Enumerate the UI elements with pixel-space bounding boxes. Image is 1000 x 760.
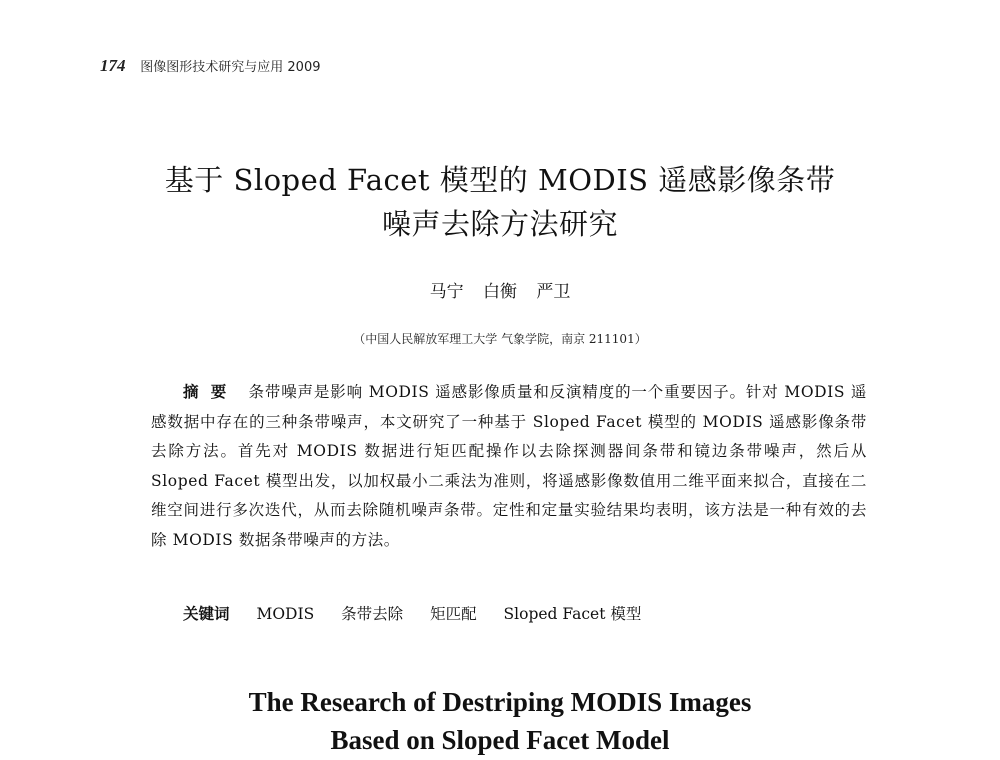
chinese-title-line-1: 基于 Sloped Facet 模型的 MODIS 遥感影像条带 <box>164 163 836 197</box>
page-number: 174 <box>100 56 126 75</box>
journal-name: 图像图形技术研究与应用 2009 <box>140 60 321 75</box>
keyword: 条带去除 <box>341 605 404 623</box>
english-title <box>0 683 1000 759</box>
english-title-line-1: The Research of Destriping MODIS Images <box>248 687 752 717</box>
keyword: 矩匹配 <box>430 605 477 623</box>
english-title-line-2: Based on Sloped Facet Model <box>330 725 670 755</box>
chinese-title-line-2: 噪声去除方法研究 <box>381 207 618 241</box>
chinese-title <box>0 158 1000 246</box>
keyword: Sloped Facet 模型 <box>503 605 642 623</box>
running-head <box>100 56 321 76</box>
abstract-label: 摘要 <box>183 383 239 401</box>
affiliation: （中国人民解放军理工大学 气象学院，南京 211101） <box>353 332 647 346</box>
keywords <box>183 600 663 629</box>
keywords-label: 关键词 <box>183 605 230 623</box>
authors: 马宁 白衡 严卫 <box>429 282 571 302</box>
keyword: MODIS <box>256 605 315 623</box>
abstract-text: 条带噪声是影响 MODIS 遥感影像质量和反演精度的一个重要因子。针对 MODIS 遥感数据中存在的三种条带噪声，本文研究了一种基于 Sloped Facet 模型的 MODIS 遥感影像条带去除方法。首先对 MODIS 数据进行矩匹配操作以去除探测器间条带和镜边条带噪声，然后从 Sloped Facet 模型出发，以加权最小二乘法为准则，将遥感影像数值用二维平面来拟合，直接在二维空间进行多次迭代，从而去除随机噪声条带。定性和定量实验结果均表明，该方法是一种有效的去除 MODIS 数据条带噪声的方法。 <box>151 383 867 549</box>
abstract <box>151 378 867 555</box>
